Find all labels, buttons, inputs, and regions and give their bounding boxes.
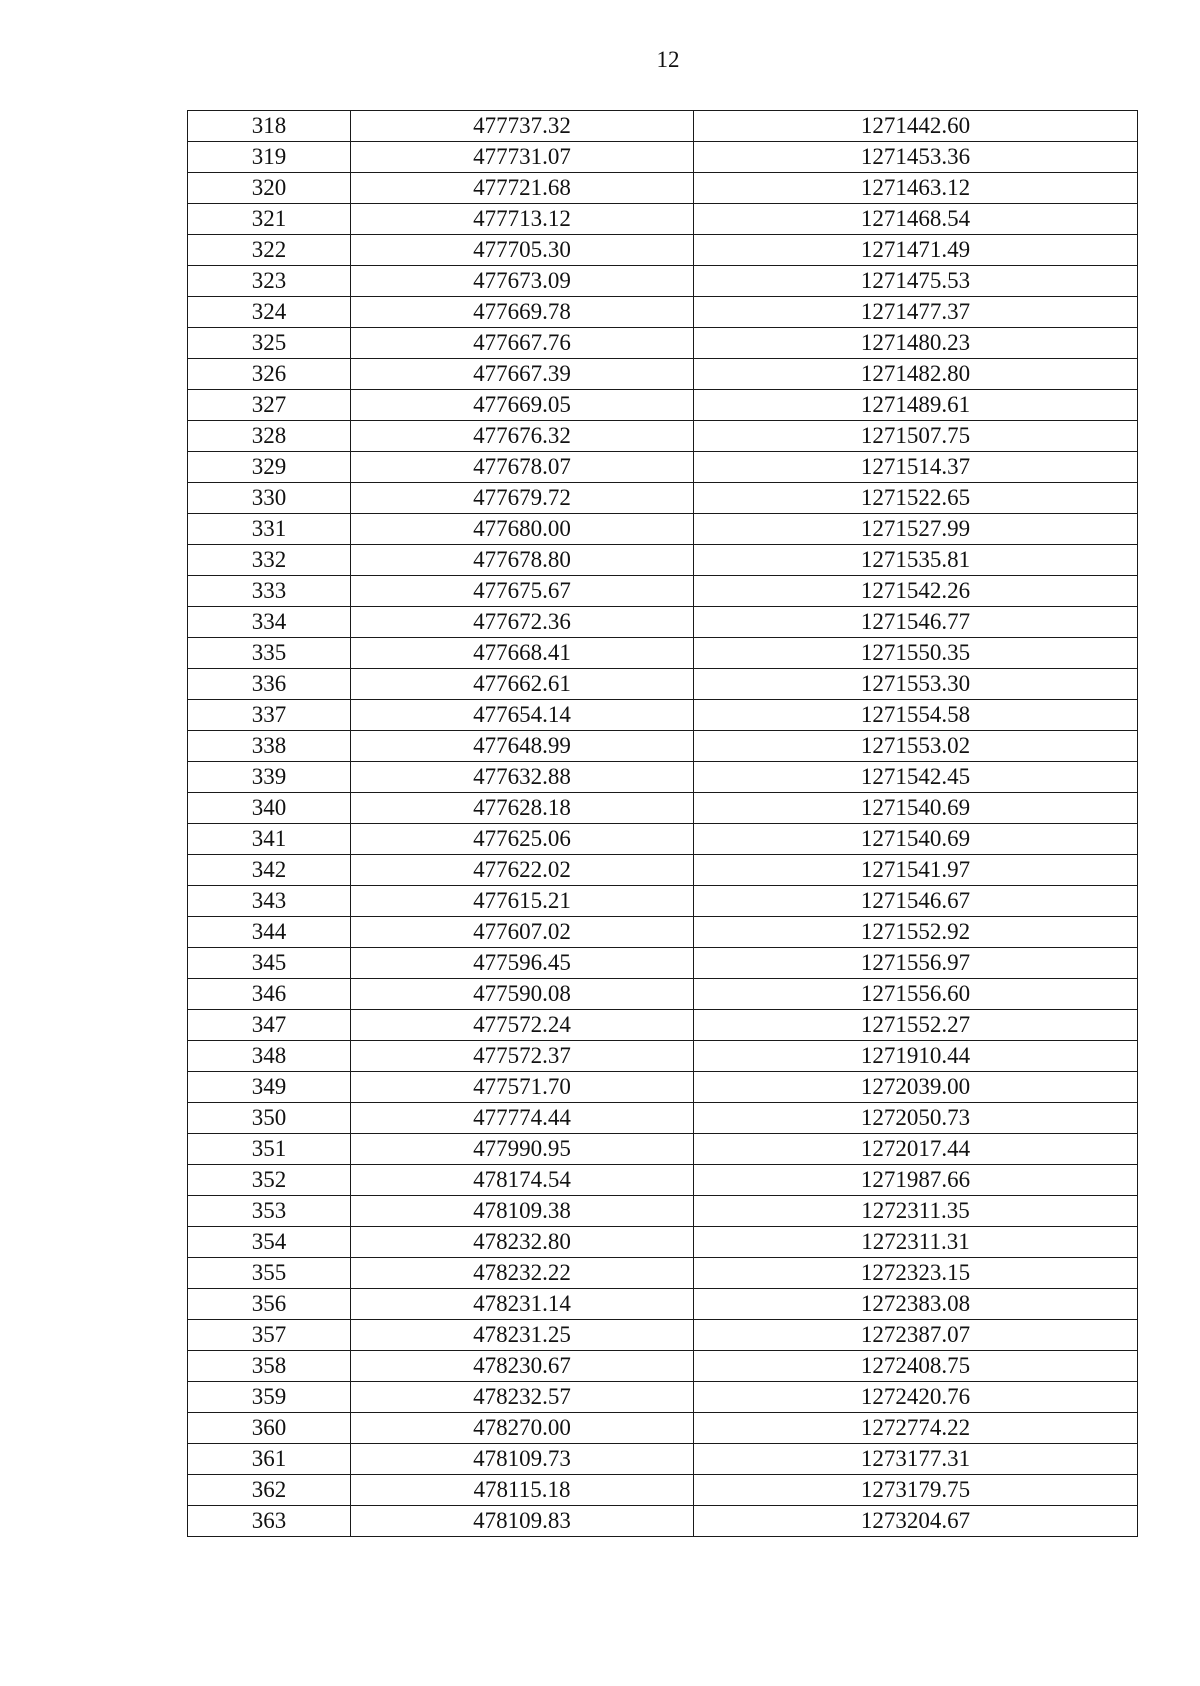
x-coordinate-cell: 477632.88 [351,762,694,793]
table-row [188,1351,1138,1382]
x-coordinate-cell: 477572.37 [351,1041,694,1072]
x-coordinate-cell: 477669.05 [351,390,694,421]
table-row [188,669,1138,700]
table-row [188,1134,1138,1165]
point-number-cell: 347 [188,1010,351,1041]
x-coordinate-cell: 477622.02 [351,855,694,886]
y-coordinate-cell: 1271546.77 [694,607,1138,638]
point-number-cell: 360 [188,1413,351,1444]
x-coordinate-cell: 477625.06 [351,824,694,855]
x-coordinate-cell: 477713.12 [351,204,694,235]
coordinates-table [187,110,1138,1537]
table-row [188,731,1138,762]
point-number-cell: 355 [188,1258,351,1289]
table-row [188,483,1138,514]
y-coordinate-cell: 1271480.23 [694,328,1138,359]
x-coordinate-cell: 478174.54 [351,1165,694,1196]
table-row [188,545,1138,576]
point-number-cell: 338 [188,731,351,762]
x-coordinate-cell: 478270.00 [351,1413,694,1444]
y-coordinate-cell: 1271514.37 [694,452,1138,483]
x-coordinate-cell: 478109.83 [351,1506,694,1537]
table-row [188,700,1138,731]
y-coordinate-cell: 1271463.12 [694,173,1138,204]
y-coordinate-cell: 1271552.92 [694,917,1138,948]
x-coordinate-cell: 477590.08 [351,979,694,1010]
x-coordinate-cell: 478232.57 [351,1382,694,1413]
point-number-cell: 354 [188,1227,351,1258]
table-row [188,204,1138,235]
point-number-cell: 328 [188,421,351,452]
y-coordinate-cell: 1271453.36 [694,142,1138,173]
table-row [188,576,1138,607]
point-number-cell: 363 [188,1506,351,1537]
page-number: 12 [656,47,680,72]
point-number-cell: 359 [188,1382,351,1413]
point-number-cell: 349 [188,1072,351,1103]
y-coordinate-cell: 1271541.97 [694,855,1138,886]
y-coordinate-cell: 1271552.27 [694,1010,1138,1041]
table-row [188,948,1138,979]
y-coordinate-cell: 1272050.73 [694,1103,1138,1134]
table-row [188,235,1138,266]
table-row [188,979,1138,1010]
coordinates-table-body [188,111,1138,1537]
x-coordinate-cell: 477648.99 [351,731,694,762]
table-row [188,1506,1138,1537]
y-coordinate-cell: 1271489.61 [694,390,1138,421]
y-coordinate-cell: 1271475.53 [694,266,1138,297]
point-number-cell: 341 [188,824,351,855]
point-number-cell: 343 [188,886,351,917]
x-coordinate-cell: 477774.44 [351,1103,694,1134]
point-number-cell: 345 [188,948,351,979]
point-number-cell: 331 [188,514,351,545]
y-coordinate-cell: 1272311.31 [694,1227,1138,1258]
y-coordinate-cell: 1271553.30 [694,669,1138,700]
x-coordinate-cell: 477678.07 [351,452,694,483]
point-number-cell: 346 [188,979,351,1010]
table-row [188,1444,1138,1475]
y-coordinate-cell: 1271554.58 [694,700,1138,731]
table-row [188,1227,1138,1258]
y-coordinate-cell: 1272017.44 [694,1134,1138,1165]
x-coordinate-cell: 478230.67 [351,1351,694,1382]
y-coordinate-cell: 1271507.75 [694,421,1138,452]
x-coordinate-cell: 477705.30 [351,235,694,266]
point-number-cell: 324 [188,297,351,328]
table-row [188,1382,1138,1413]
y-coordinate-cell: 1271546.67 [694,886,1138,917]
table-row [188,514,1138,545]
point-number-cell: 326 [188,359,351,390]
point-number-cell: 329 [188,452,351,483]
y-coordinate-cell: 1272311.35 [694,1196,1138,1227]
y-coordinate-cell: 1271477.37 [694,297,1138,328]
x-coordinate-cell: 477678.80 [351,545,694,576]
point-number-cell: 344 [188,917,351,948]
y-coordinate-cell: 1271471.49 [694,235,1138,266]
x-coordinate-cell: 477669.78 [351,297,694,328]
y-coordinate-cell: 1271910.44 [694,1041,1138,1072]
y-coordinate-cell: 1271542.45 [694,762,1138,793]
point-number-cell: 319 [188,142,351,173]
x-coordinate-cell: 477721.68 [351,173,694,204]
x-coordinate-cell: 478231.14 [351,1289,694,1320]
table-row [188,638,1138,669]
y-coordinate-cell: 1273177.31 [694,1444,1138,1475]
y-coordinate-cell: 1272420.76 [694,1382,1138,1413]
x-coordinate-cell: 477628.18 [351,793,694,824]
y-coordinate-cell: 1271522.65 [694,483,1138,514]
y-coordinate-cell: 1272774.22 [694,1413,1138,1444]
point-number-cell: 352 [188,1165,351,1196]
y-coordinate-cell: 1271987.66 [694,1165,1138,1196]
point-number-cell: 334 [188,607,351,638]
y-coordinate-cell: 1271540.69 [694,793,1138,824]
table-row [188,1413,1138,1444]
x-coordinate-cell: 477668.41 [351,638,694,669]
x-coordinate-cell: 477675.67 [351,576,694,607]
table-row [188,1165,1138,1196]
y-coordinate-cell: 1271442.60 [694,111,1138,142]
x-coordinate-cell: 478231.25 [351,1320,694,1351]
y-coordinate-cell: 1273204.67 [694,1506,1138,1537]
x-coordinate-cell: 477673.09 [351,266,694,297]
x-coordinate-cell: 477667.39 [351,359,694,390]
point-number-cell: 325 [188,328,351,359]
x-coordinate-cell: 478115.18 [351,1475,694,1506]
table-row [188,886,1138,917]
point-number-cell: 330 [188,483,351,514]
point-number-cell: 327 [188,390,351,421]
y-coordinate-cell: 1271468.54 [694,204,1138,235]
y-coordinate-cell: 1271542.26 [694,576,1138,607]
point-number-cell: 358 [188,1351,351,1382]
point-number-cell: 351 [188,1134,351,1165]
table-row [188,855,1138,886]
table-row [188,297,1138,328]
x-coordinate-cell: 477672.36 [351,607,694,638]
y-coordinate-cell: 1272387.07 [694,1320,1138,1351]
table-row [188,142,1138,173]
point-number-cell: 348 [188,1041,351,1072]
table-row [188,607,1138,638]
x-coordinate-cell: 478109.73 [351,1444,694,1475]
y-coordinate-cell: 1271556.97 [694,948,1138,979]
point-number-cell: 318 [188,111,351,142]
table-row [188,359,1138,390]
x-coordinate-cell: 478232.22 [351,1258,694,1289]
y-coordinate-cell: 1271535.81 [694,545,1138,576]
point-number-cell: 333 [188,576,351,607]
x-coordinate-cell: 477572.24 [351,1010,694,1041]
point-number-cell: 356 [188,1289,351,1320]
point-number-cell: 339 [188,762,351,793]
x-coordinate-cell: 477990.95 [351,1134,694,1165]
y-coordinate-cell: 1273179.75 [694,1475,1138,1506]
y-coordinate-cell: 1271540.69 [694,824,1138,855]
y-coordinate-cell: 1271550.35 [694,638,1138,669]
table-row [188,1289,1138,1320]
table-row [188,1258,1138,1289]
table-row [188,762,1138,793]
table-row [188,1010,1138,1041]
table-row [188,452,1138,483]
x-coordinate-cell: 477571.70 [351,1072,694,1103]
point-number-cell: 322 [188,235,351,266]
table-row [188,111,1138,142]
table-row [188,1072,1138,1103]
point-number-cell: 320 [188,173,351,204]
table-row [188,1320,1138,1351]
x-coordinate-cell: 477679.72 [351,483,694,514]
x-coordinate-cell: 477615.21 [351,886,694,917]
y-coordinate-cell: 1271556.60 [694,979,1138,1010]
table-row [188,793,1138,824]
x-coordinate-cell: 478232.80 [351,1227,694,1258]
point-number-cell: 335 [188,638,351,669]
x-coordinate-cell: 477676.32 [351,421,694,452]
x-coordinate-cell: 477667.76 [351,328,694,359]
point-number-cell: 357 [188,1320,351,1351]
point-number-cell: 321 [188,204,351,235]
y-coordinate-cell: 1272039.00 [694,1072,1138,1103]
table-row [188,173,1138,204]
point-number-cell: 340 [188,793,351,824]
y-coordinate-cell: 1272323.15 [694,1258,1138,1289]
x-coordinate-cell: 477731.07 [351,142,694,173]
point-number-cell: 336 [188,669,351,700]
x-coordinate-cell: 477680.00 [351,514,694,545]
table-row [188,328,1138,359]
point-number-cell: 332 [188,545,351,576]
point-number-cell: 362 [188,1475,351,1506]
table-row [188,1475,1138,1506]
table-row [188,266,1138,297]
y-coordinate-cell: 1271482.80 [694,359,1138,390]
point-number-cell: 361 [188,1444,351,1475]
table-row [188,1103,1138,1134]
x-coordinate-cell: 477737.32 [351,111,694,142]
table-row [188,824,1138,855]
x-coordinate-cell: 477607.02 [351,917,694,948]
table-row [188,1041,1138,1072]
table-row [188,390,1138,421]
table-row [188,421,1138,452]
point-number-cell: 342 [188,855,351,886]
y-coordinate-cell: 1272408.75 [694,1351,1138,1382]
x-coordinate-cell: 477596.45 [351,948,694,979]
y-coordinate-cell: 1271553.02 [694,731,1138,762]
point-number-cell: 323 [188,266,351,297]
point-number-cell: 353 [188,1196,351,1227]
table-row [188,1196,1138,1227]
table-row [188,917,1138,948]
y-coordinate-cell: 1271527.99 [694,514,1138,545]
point-number-cell: 337 [188,700,351,731]
x-coordinate-cell: 477654.14 [351,700,694,731]
x-coordinate-cell: 478109.38 [351,1196,694,1227]
y-coordinate-cell: 1272383.08 [694,1289,1138,1320]
point-number-cell: 350 [188,1103,351,1134]
x-coordinate-cell: 477662.61 [351,669,694,700]
